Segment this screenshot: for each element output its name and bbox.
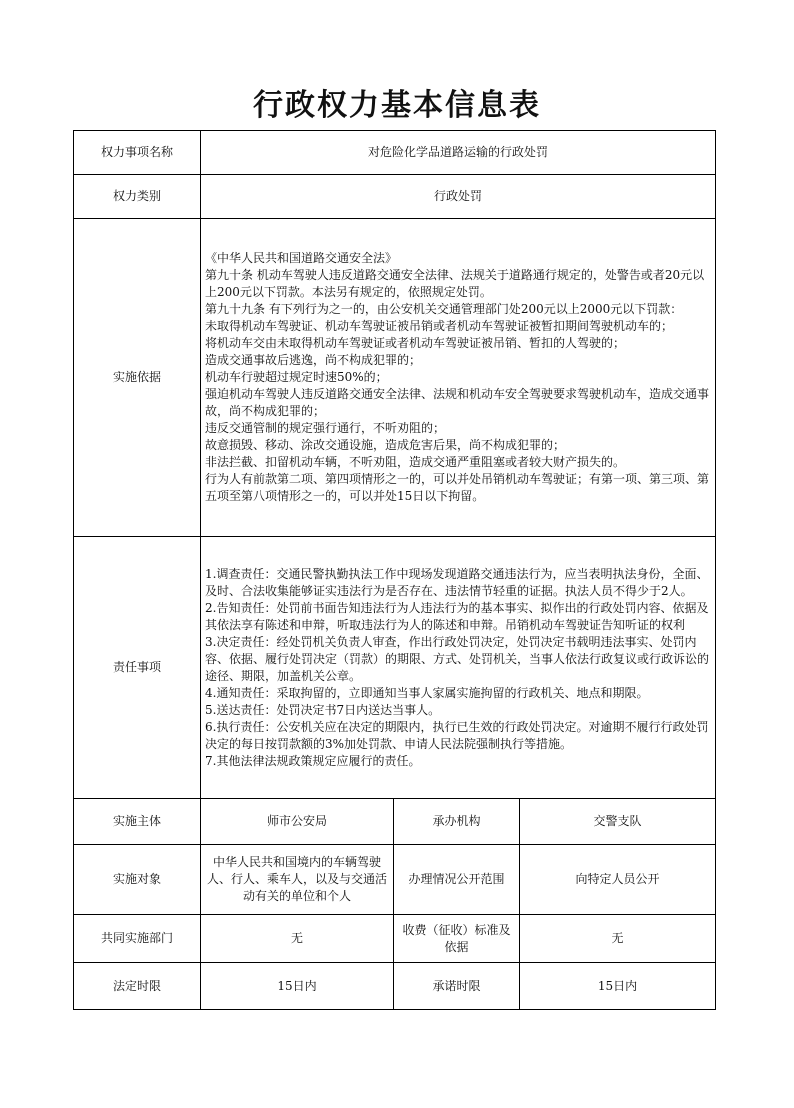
basis-paragraph: 非法拦截、扣留机动车辆，不听劝阻，造成交通严重阻塞或者较大财产损失的。	[205, 455, 626, 469]
table-row	[74, 175, 716, 219]
label-legal-time-limit: 法定时限	[74, 963, 201, 1010]
value-promised-time-limit: 15日内	[520, 963, 716, 1010]
info-table	[73, 130, 716, 1010]
label-power-name: 权力事项名称	[74, 131, 201, 175]
basis-paragraph: 违反交通管制的规定强行通行，不听劝阻的；	[205, 421, 446, 435]
duty-paragraph: 4.通知责任：采取拘留的，立即通知当事人家属实施拘留的行政机关、地点和期限。	[205, 685, 649, 700]
basis-paragraph: 第九十九条 有下列行为之一的，由公安机关交通管理部门处200元以上2000元以下罚款：	[205, 302, 683, 316]
label-duty: 责任事项	[74, 537, 201, 799]
basis-paragraph: 故意损毁、移动、涂改交通设施，造成危害后果，尚不构成犯罪的；	[205, 438, 566, 452]
table-row	[74, 799, 716, 845]
table-row	[74, 845, 716, 915]
duty-paragraph: 6.执行责任：公安机关应在决定的期限内，执行已生效的行政处罚决定。对逾期不履行行政处罚决定的每日按罚款额的3%加处罚款、申请人民法院强制执行等措施。	[205, 719, 709, 751]
basis-paragraph: 未取得机动车驾驶证、机动车驾驶证被吊销或者机动车驾驶证被暂扣期间驾驶机动车的；	[205, 319, 674, 333]
duty-paragraph: 5.送达责任：处罚决定书7日内送达当事人。	[205, 702, 441, 717]
label-disclosure-scope: 办理情况公开范围	[394, 845, 520, 915]
table-row	[74, 963, 716, 1010]
table-row	[74, 537, 716, 799]
value-target: 中华人民共和国境内的车辆驾驶人、行人、乘车人，以及与交通活动有关的单位和个人	[201, 845, 394, 915]
basis-text	[201, 219, 716, 537]
value-subject: 师市公安局	[201, 799, 394, 845]
value-joint-department: 无	[201, 915, 394, 963]
label-fee-standard: 收费（征收）标准及依据	[394, 915, 520, 963]
basis-paragraph: 将机动车交由未取得机动车驾驶证或者机动车驾驶证被吊销、暂扣的人驾驶的；	[205, 336, 626, 350]
duty-paragraph: 7.其他法律法规政策规定应履行的责任。	[205, 753, 421, 768]
basis-paragraph: 行为人有前款第二项、第四项情形之一的，可以并处吊销机动车驾驶证；有第一项、第三项、第五项至第八项情形之一的，可以并处15日以下拘留。	[205, 472, 710, 503]
label-promised-time-limit: 承诺时限	[394, 963, 520, 1010]
duty-paragraph: 1.调查责任：交通民警执勤执法工作中现场发现道路交通违法行为，应当表明执法身份，全面、及时、合法收集能够证实违法行为是否存在、违法情节轻重的证据。执法人员不得少于2人。	[205, 566, 709, 598]
label-joint-department: 共同实施部门	[74, 915, 201, 963]
value-undertaking-agency: 交警支队	[520, 799, 716, 845]
label-basis: 实施依据	[74, 219, 201, 537]
duty-paragraph: 3.决定责任：经处罚机关负责人审查，作出行政处罚决定，处罚决定书载明违法事实、处罚内容、依据、履行处罚决定（罚款）的期限、方式、处罚机关，当事人依法行政复议或行政诉讼的途径、期限，加盖机关公章。	[205, 634, 710, 683]
value-power-name: 对危险化学品道路运输的行政处罚	[201, 131, 716, 175]
page-title: 行政权力基本信息表	[253, 88, 541, 123]
basis-paragraph: 造成交通事故后逃逸，尚不构成犯罪的；	[205, 353, 422, 367]
value-power-category: 行政处罚	[201, 175, 716, 219]
basis-paragraph: 第九十条 机动车驾驶人违反道路交通安全法律、法规关于道路通行规定的，处警告或者20元以上200元以下罚款。本法另有规定的，依照规定处罚。	[205, 268, 705, 299]
basis-paragraph: 强迫机动车驾驶人违反道路交通安全法律、法规和机动车安全驾驶要求驾驶机动车，造成交通事故，尚不构成犯罪的；	[205, 387, 710, 418]
value-legal-time-limit: 15日内	[201, 963, 394, 1010]
basis-paragraph: 机动车行驶超过规定时速50%的；	[205, 370, 388, 384]
table-row	[74, 219, 716, 537]
duty-text	[201, 537, 716, 799]
label-undertaking-agency: 承办机构	[394, 799, 520, 845]
duty-paragraph: 2.告知责任：处罚前书面告知违法行为人违法行为的基本事实、拟作出的行政处罚内容、依据及其依法享有陈述和申辩，听取违法行为人的陈述和申辩。吊销机动车驾驶证告知听证的权利	[205, 600, 709, 632]
label-subject: 实施主体	[74, 799, 201, 845]
table-row	[74, 131, 716, 175]
label-power-category: 权力类别	[74, 175, 201, 219]
value-fee-standard: 无	[520, 915, 716, 963]
table-row	[74, 915, 716, 963]
value-disclosure-scope: 向特定人员公开	[520, 845, 716, 915]
label-target: 实施对象	[74, 845, 201, 915]
basis-paragraph: 《中华人民共和国道路交通安全法》	[205, 251, 398, 265]
